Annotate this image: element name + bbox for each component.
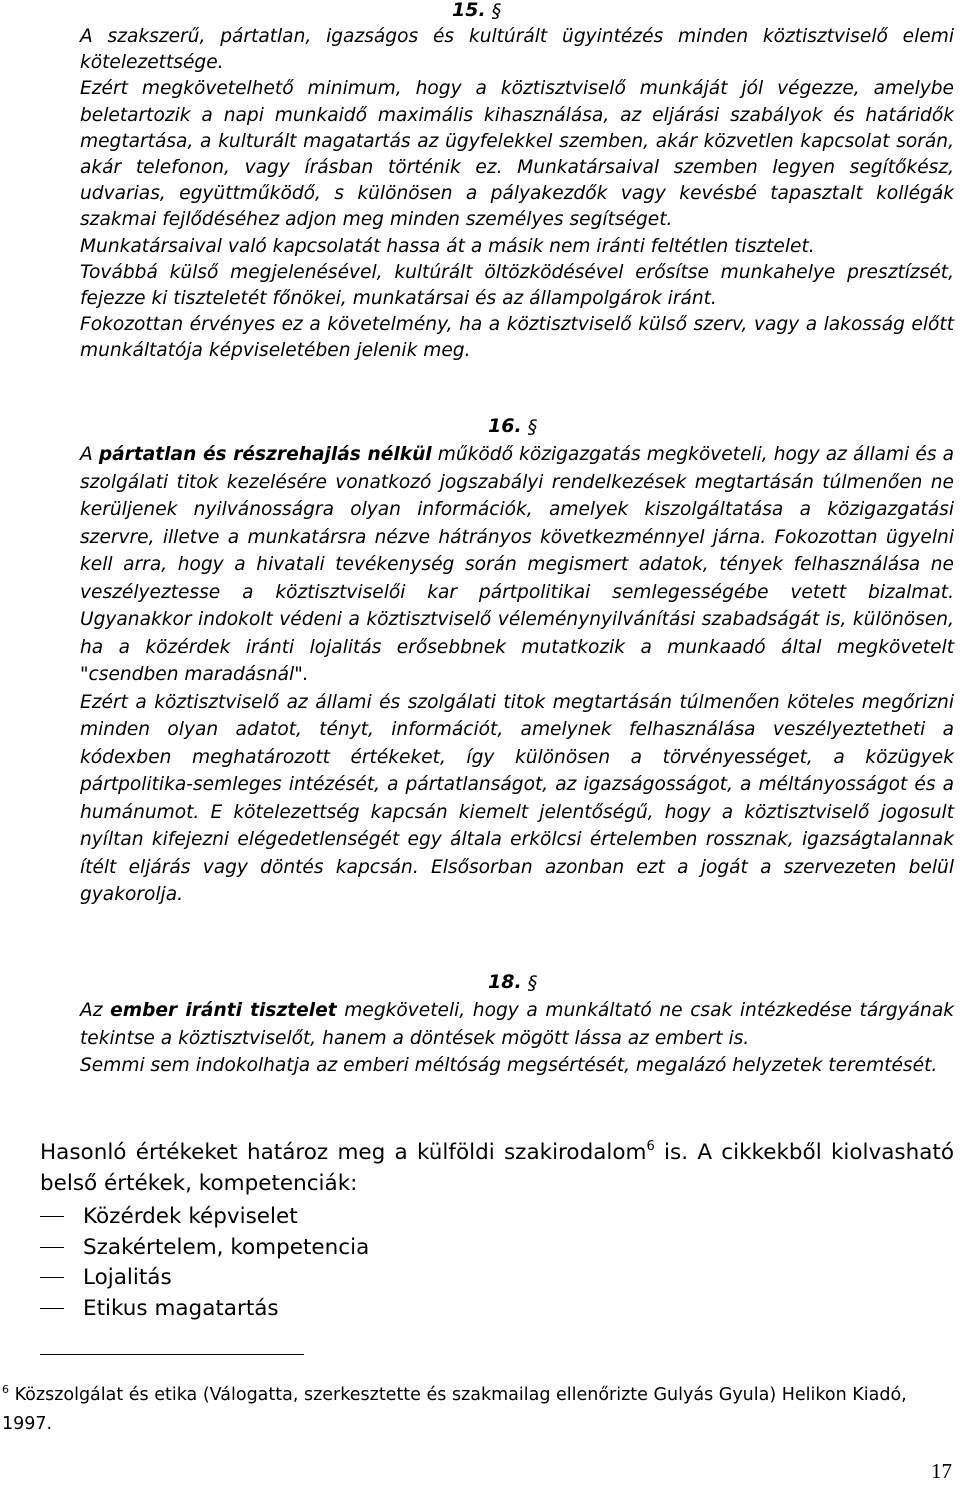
dash-bullet-icon: [40, 1247, 64, 1248]
paragraph: Az ember iránti tisztelet megköveteli, hogy a munkáltató ne csak intézkedése tárgyának tekintse a köztisztviselőt, hanem a döntések mögött lássa az embert is.: [80, 1000, 954, 1049]
section-heading-18: [488, 970, 537, 994]
paragraph: Továbbá külső megjelenésével, kultúrált öltözködésével erősítse munkahelye presztízsét, fejezze ki tiszteletét főnökei, munkatársai és az állampolgárok iránt.: [80, 261, 954, 310]
value-list: [40, 1201, 954, 1323]
list-item: Szakértelem, kompetencia: [40, 1232, 954, 1263]
paragraph: Fokozottan érvényes ez a követelmény, ha a köztisztviselő külső szerv, vagy a lakosság előtt munkáltatója képviseletében jelenik meg.: [80, 314, 954, 362]
section-heading-16: [488, 414, 537, 438]
footnote-separator: [40, 1354, 304, 1355]
footnote: [2, 1381, 956, 1439]
list-item: Etikus magatartás: [40, 1293, 954, 1324]
dash-bullet-icon: [40, 1277, 64, 1278]
section-sign-icon: §: [527, 972, 538, 994]
paragraph: Ezért megkövetelhető minimum, hogy a köztisztviselő munkáját jól végezze, amelybe beletartozik a napi munkaidő maximális kihasználása, az eljárási szabályok és határidők megtartása, a kulturált magatartás az ügyfelekkel szemben, akár közvetlen kapcsolat során, akár telefonon, vagy írásban történik ez. Munkatársaival szemben legyen segítőkész, udvarias, együttműködő, s különösen a pályakezdők vagy kevésbé tapasztalt kollégák szakmai fejlődéséhez adjon meg minden személyes segítséget.: [80, 78, 954, 231]
section-number: 16.: [488, 415, 522, 437]
paragraph: Semmi sem indokolhatja az emberi méltóság megsértését, megalázó helyzetek teremtését.: [80, 1055, 938, 1076]
footnote-text: Közszolgálat és etika (Válogatta, szerkesztette és szakmailag ellenőrizte Gulyás Gyula) Helikon Kiadó, 1997.: [2, 1385, 907, 1434]
paragraph: A pártatlan és részrehajlás nélkül működő közigazgatás megköveteli, hogy az állami és a szolgálati titok kezelésére vonatkozó jogszabályi rendelkezések megtartásán túlmenően ne kerüljenek nyilvánosságra olyan információk, amelyek kiszolgáltatása a közigazgatási szervre, illetve a munkatársra nézve hátrányos következménnyel járna. Fokozottan ügyelni kell arra, hogy a hivatali tevékenység során megismert adatok, tények felhasználása ne veszélyeztesse a köztisztviselői kar pártpolitikai semlegességébe vetett bizalmat. Ugyanakkor indokolt védeni a köztisztviselő véleménynyilvánítási szabadságát is, különösen, ha a közérdek iránti lojalitás erősebbnek mutatkozik a munkaadó által megkövetelt "csendben maradásnál".: [80, 444, 954, 685]
section-number: 18.: [488, 971, 522, 993]
section-16-text: [80, 441, 954, 909]
section-18-text: [80, 997, 954, 1080]
section-15-text: [80, 24, 954, 365]
dash-bullet-icon: [40, 1308, 64, 1309]
emphasis: ember iránti tisztelet: [110, 1000, 337, 1021]
paragraph: Munkatársaival való kapcsolatát hassa át a másik nem iránti feltétlen tisztelet.: [80, 235, 815, 257]
section-heading-15: [452, 0, 501, 22]
footnote-mark: 6: [2, 1383, 9, 1396]
dash-bullet-icon: [40, 1216, 64, 1217]
paragraph: A szakszerű, pártatlan, igazságos és kultúrált ügyintézés minden köztisztviselő elemi kötelezettsége.: [80, 26, 954, 74]
paragraph: Hasonló értékeket határoz meg a külföldi szakirodalom$^6$ is. A cikkekből kiolvasható belső értékek, kompetenciák:: [40, 1139, 954, 1196]
page-number: 17: [931, 1459, 952, 1483]
list-item: Közérdek képviselet: [40, 1201, 954, 1232]
section-sign-icon: §: [527, 416, 538, 438]
paragraph: Ezért a köztisztviselő az állami és szolgálati titok megtartásán túlmenően köteles megőrizni minden olyan adatot, tényt, információt, amelynek felhasználása veszélyeztetheti a kódexben meghatározott értékeket, így különösen a törvényességet, a közügyek pártpolitika-semleges intézését, a pártatlanságot, az igazságosságot, a méltányosságot és a humánumot. E kötelezettség kapcsán kiemelt jelentőségű, hogy a köztisztviselő jogosult nyíltan kifejezni elégedetlenségét egy általa erkölcsi értelemben rossznak, igazságtalannak ítélt eljárás vagy döntés kapcsán. Elsősorban azonban ezt a jogát a szervezeten belül gyakorolja.: [80, 691, 954, 905]
section-sign-icon: §: [491, 0, 502, 22]
body-text: [40, 1137, 954, 1323]
list-item: Lojalitás: [40, 1262, 954, 1293]
emphasis: pártatlan és részrehajlás nélkül: [98, 444, 432, 465]
footnote-reference[interactable]: 6: [646, 1139, 655, 1154]
section-number: 15.: [452, 0, 486, 21]
